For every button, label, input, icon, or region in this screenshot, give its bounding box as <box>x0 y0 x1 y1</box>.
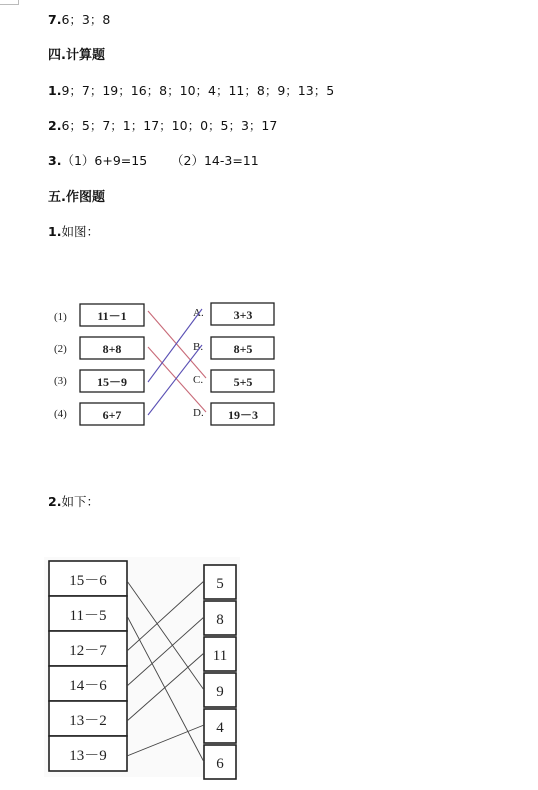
fig1-right-label-c: C. <box>193 374 204 386</box>
fig1-right-label-d: D. <box>193 407 204 419</box>
fig1-left-label-3: (3) <box>54 375 67 387</box>
fig1-left-label-2: (2) <box>54 343 67 355</box>
fig2-left-expr-2: 11－5 <box>69 608 107 624</box>
fig1-left-expr-4: 6+7 <box>102 408 122 422</box>
fig1-right-label-a: A. <box>193 307 204 319</box>
fig2-left-expr-5: 13－2 <box>69 713 107 729</box>
fig1-left-expr-3: 15－9 <box>96 375 128 389</box>
fig2-right-val-3: 11 <box>212 648 228 664</box>
fig1-left-expr-1: 11－1 <box>97 309 127 323</box>
draw-answer-2: 2.如下： <box>48 494 99 509</box>
matching-figure-1 <box>40 295 290 435</box>
fig2-left-expr-3: 12－7 <box>69 643 107 659</box>
draw-answer-1: 1.如图： <box>48 224 99 239</box>
fig1-left-label-1: (1) <box>54 311 67 323</box>
fig2-left-expr-6: 13－9 <box>69 748 107 764</box>
fig1-right-label-b: B. <box>193 341 204 353</box>
calc-answer-3: 3.（1）6+9=15 （2）14-3=11 <box>48 153 259 168</box>
calc-answer-2: 2.6；5；7；1；17；10；0；5；3；17 <box>48 118 278 133</box>
section-5-title: 五.作图题 <box>48 190 105 205</box>
section-4-title: 四.计算题 <box>48 48 105 63</box>
fig2-right-val-4: 9 <box>216 684 224 700</box>
fig1-right-expr-c: 5+5 <box>233 375 253 389</box>
matching-figure-2 <box>44 555 244 780</box>
calc-answer-1: 1.9；7；19；16；8；10；4；11；8；9；13；5 <box>48 83 335 98</box>
fig2-left-expr-4: 14－6 <box>69 678 107 694</box>
fig1-left-label-4: (4) <box>54 408 67 420</box>
fig2-right-val-6: 6 <box>216 756 224 772</box>
answer-7: 7.6；3；8 <box>48 12 111 27</box>
fig1-right-expr-d: 19－3 <box>227 408 259 422</box>
fig2-right-val-1: 5 <box>216 576 224 592</box>
fig2-right-val-5: 4 <box>216 720 224 736</box>
fig1-right-expr-b: 8+5 <box>233 342 253 356</box>
fig1-right-expr-a: 3+3 <box>233 308 253 322</box>
page-corner-mark <box>0 0 19 5</box>
fig2-right-val-2: 8 <box>216 612 224 628</box>
fig2-left-expr-1: 15－6 <box>69 573 107 589</box>
fig1-left-expr-2: 8+8 <box>102 342 122 356</box>
